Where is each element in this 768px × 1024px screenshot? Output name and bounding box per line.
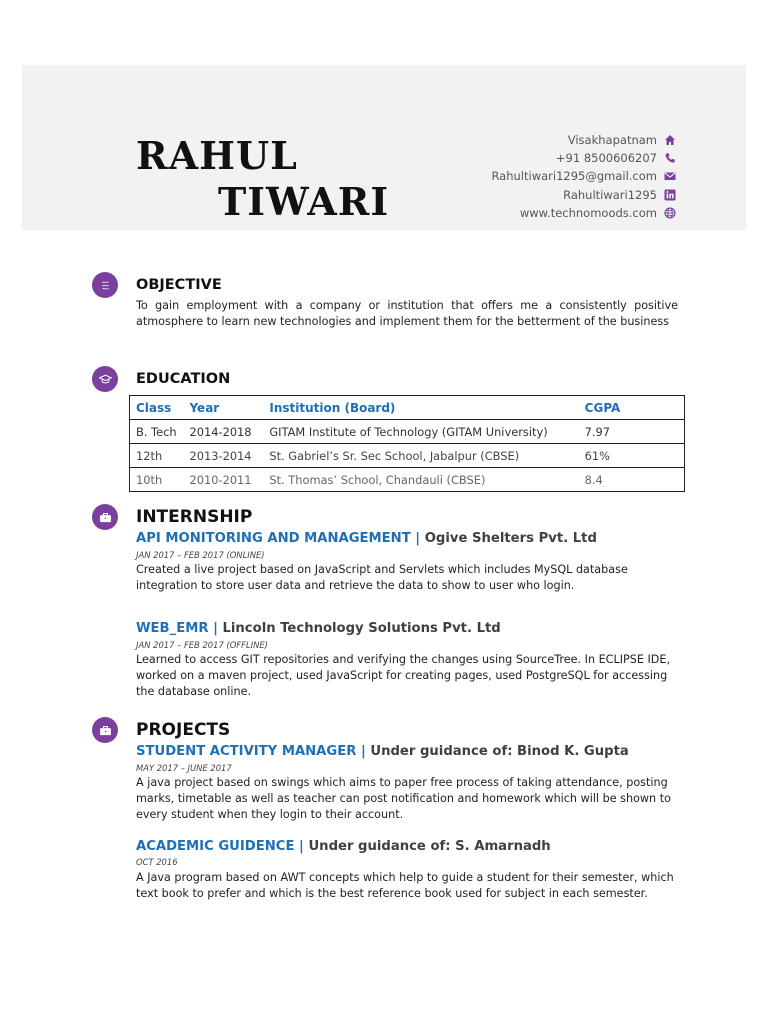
table-cell: St. Gabriel’s Sr. Sec School, Jabalpur (CBSE)	[263, 444, 578, 468]
project-item-date: OCT 2016	[136, 857, 178, 867]
contact-linkedin[interactable]: Rahultiwari1295	[491, 186, 676, 204]
briefcase-icon	[92, 504, 118, 530]
project-item-description: A java project based on swings which aims to paper free process of taking attendance, posting marks, timetable as well as teacher can post notification and homework which will be shown to every student when they login to their account.	[136, 776, 671, 821]
projects-title: PROJECTS	[136, 720, 231, 740]
contact-email[interactable]: Rahultiwari1295@gmail.com	[491, 167, 676, 185]
table-cell: St. Thomas’ School, Chandauli (CBSE)	[263, 468, 578, 492]
column-header: Institution (Board)	[269, 400, 396, 415]
briefcase-icon	[92, 717, 118, 743]
table-cell: 2010-2011	[183, 468, 263, 492]
column-header: Year	[189, 400, 220, 415]
last-name: TIWARI	[218, 179, 390, 224]
project-item-title: ACADEMIC GUIDENCE | Under guidance of: S. Amarnadh	[136, 839, 551, 854]
table-cell: 10th	[130, 468, 184, 492]
table-cell: B. Tech	[130, 420, 184, 444]
objective-title: OBJECTIVE	[136, 277, 222, 293]
project-item-description: A Java program based on AWT concepts which help to guide a student for their semester, which text book to prefer and which is the best reference book used for subject in each semester.	[136, 871, 674, 900]
column-header: CGPA	[584, 400, 621, 415]
internship-item-title: API MONITORING AND MANAGEMENT | Ogive Shelters Pvt. Ltd	[136, 531, 597, 546]
contact-website[interactable]: www.technomoods.com	[491, 204, 676, 222]
table-cell: 7.97	[579, 420, 685, 444]
globe-icon	[664, 207, 676, 219]
table-row	[130, 420, 685, 444]
table-cell: GITAM Institute of Technology (GITAM University)	[263, 420, 578, 444]
internship-item-date: JAN 2017 – FEB 2017 (OFFLINE)	[136, 640, 268, 650]
table-cell: 12th	[130, 444, 184, 468]
education-header-row	[130, 396, 685, 420]
project-item-date: MAY 2017 – JUNE 2017	[136, 763, 232, 773]
education-title: EDUCATION	[136, 371, 231, 387]
resume-header	[22, 65, 746, 230]
linkedin-icon	[664, 189, 676, 201]
internship-item-date: JAN 2017 – FEB 2017 (ONLINE)	[136, 550, 265, 560]
first-name: RAHUL	[136, 133, 298, 178]
email-icon	[664, 170, 676, 182]
internship-title: INTERNSHIP	[136, 507, 253, 527]
table-cell: 61%	[579, 444, 685, 468]
objective-text: To gain employment with a company or institution that offers me a consistently positive atmosphere to learn new technologies and implement them for the betterment of the business	[136, 299, 678, 328]
table-row	[130, 444, 685, 468]
contact-location: Visakhapatnam	[491, 131, 676, 149]
table-cell: 8.4	[579, 468, 685, 492]
objective-icon	[92, 272, 118, 298]
column-header: Class	[136, 400, 172, 415]
internship-item-description: Learned to access GIT repositories and verifying the changes using SourceTree. In ECLIPSE IDE, worked on a maven project, used JavaScript for creating pages, used PostgreSQL for accessing the database online.	[136, 653, 671, 698]
graduation-cap-icon	[92, 366, 118, 392]
home-icon	[664, 134, 676, 146]
internship-item-description: Created a live project based on JavaScript and Servlets which includes MySQL database integration to store user data and retrieve the data to show to user who login.	[136, 563, 628, 592]
phone-icon	[664, 152, 676, 164]
education-table	[129, 395, 685, 492]
internship-item-title: WEB_EMR | Lincoln Technology Solutions Pvt. Ltd	[136, 621, 501, 636]
table-row	[130, 468, 685, 492]
contact-info	[491, 131, 676, 222]
project-item-title: STUDENT ACTIVITY MANAGER | Under guidance of: Binod K. Gupta	[136, 744, 629, 759]
contact-phone: +91 8500606207	[491, 149, 676, 167]
table-cell: 2014-2018	[183, 420, 263, 444]
table-cell: 2013-2014	[183, 444, 263, 468]
